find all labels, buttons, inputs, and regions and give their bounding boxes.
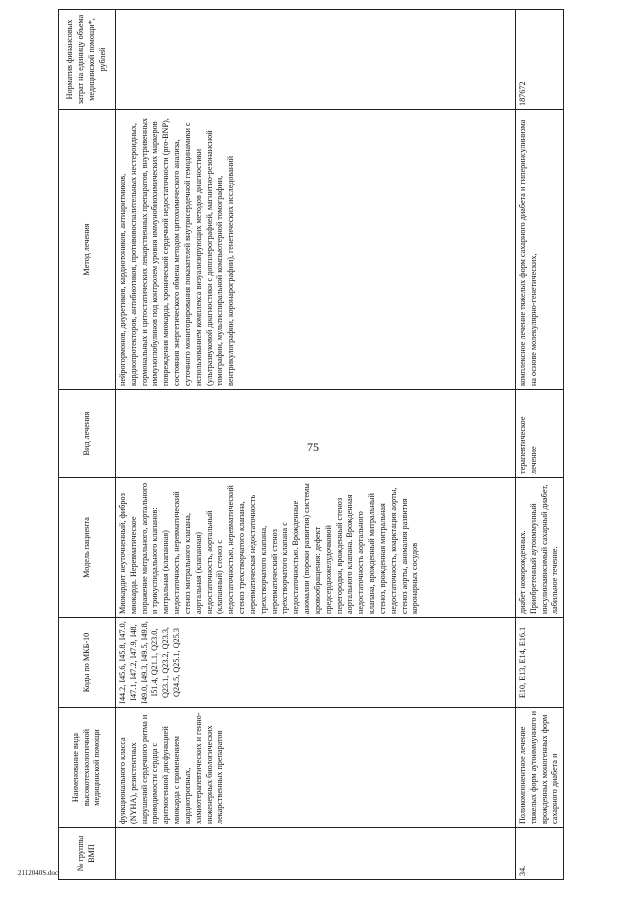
cell-treatment-method: комплексное лечение тяжелых форм сахарного диабета и гиперинсулинизма на основе молекулярно-генетических, xyxy=(516,110,564,390)
cell-patient-model: диабет новорожденных. Приобретенный аутоиммунный инсулинзависимый сахарный диабет, лабильное течение. xyxy=(516,478,564,618)
cell-vmp-name: Поликомпонентное лечение тяжелых форм аутоиммунного и врожденных моногенных форм сахарного диабета и xyxy=(516,708,564,828)
header-treatment-method: Метод лечения xyxy=(59,110,116,390)
rotated-table-area xyxy=(58,10,613,880)
cell-vmp-name: функционального класса (NYHA), резистентных нарушений сердечного ритма и проводимости сердца с аритмогенной дисфункцией миокарда с применением кардиотропных, химиотерапевтических и генно-инженерных биологических лекарственных препаратов xyxy=(116,708,516,828)
header-icd-codes: Коды по МКБ-10 xyxy=(59,618,116,708)
cell-patient-model: Миокардит неуточненный, фиброз миокарда. Неревматическое поражение митрального, аортального и трикуспидального клапанов: митральная (клапанная) недостаточность, неревматический стеноз митрального клапана, аортальная (клапанная) недостаточность, аортальный (клапанный) стеноз с недостаточностью, неревматический стеноз трехстворчатого клапана, неревматическая недостаточность трехстворчатого клапана, неревматический стеноз трехстворчатого клапана с недостаточностью. Врожденные аномалии (пороки развития) системы кровообращения: дефект предсердножелудочковой перегородки, врожденный стеноз аортального клапана. Врожденная недостаточность аортального клапана, врожденный митральный стеноз, врожденная митральная недостаточность, коарктация аорты, стеноз аорты, аномалия развития коронарных сосудов xyxy=(116,478,516,618)
header-vmp-name: Наименование вида высокотехнологичной медицинской помощи xyxy=(59,708,116,828)
footer-filename: 2112040S.doc xyxy=(18,869,58,877)
header-treatment-type: Вид лечения xyxy=(59,390,116,478)
cell-icd-codes: E10, E13, E14, E16.1 xyxy=(516,618,564,708)
table-header-row xyxy=(59,10,116,880)
cell-cost xyxy=(116,10,516,110)
header-cost-standard: Норматив финансовых затрат на единицу объема медицинской помощи*, рублей xyxy=(59,10,116,110)
cell-group: 34. xyxy=(516,828,564,880)
cell-cost: 187672 xyxy=(516,10,564,110)
cell-treatment-type xyxy=(116,390,516,478)
table-row xyxy=(516,10,564,880)
header-patient-model: Модель пациента xyxy=(59,478,116,618)
cell-treatment-method: нейрогормонов, диуретиков, кардиотоников, антиаритмиков, кардиопротекторов, антибиотиков, противовоспалительных нестероидных, гормональных и цитостатических лекарственных препаратов, внутривенных иммуноглобулинов под контролем уровня иммунобиохимических маркеров повреждения миокарда, хронической сердечной недостаточности (pro-BNP), состояния энергетического обмена методом цитохимического анализа, суточного мониторирования показателей внутрисердечной гемодинамики с использованием комплекса визуализирующих методов диагностики (ультразвуковой диагностики с допплерографией, магнитно-резонансной томографии, мультиспиральной компьютерной томографии, вентрикулографии, коронарографии), генетических исследований xyxy=(116,110,516,390)
page-number: 75 xyxy=(307,440,319,454)
cell-treatment-type: терапевтическое лечение xyxy=(516,390,564,478)
cell-group xyxy=(116,828,516,880)
header-group-number: № группы ВМП xyxy=(59,828,116,880)
cell-icd-codes: I44.2, I45.6, I45.8, I47.0, I47.1, I47.2, I47.9, I48, I49.0, I49.3, I49.5, I49.8, I51.4, Q21.1, Q23.0, Q23.1, Q23.2, Q23.3, Q24.5, Q25.1, Q25.3 xyxy=(116,618,516,708)
